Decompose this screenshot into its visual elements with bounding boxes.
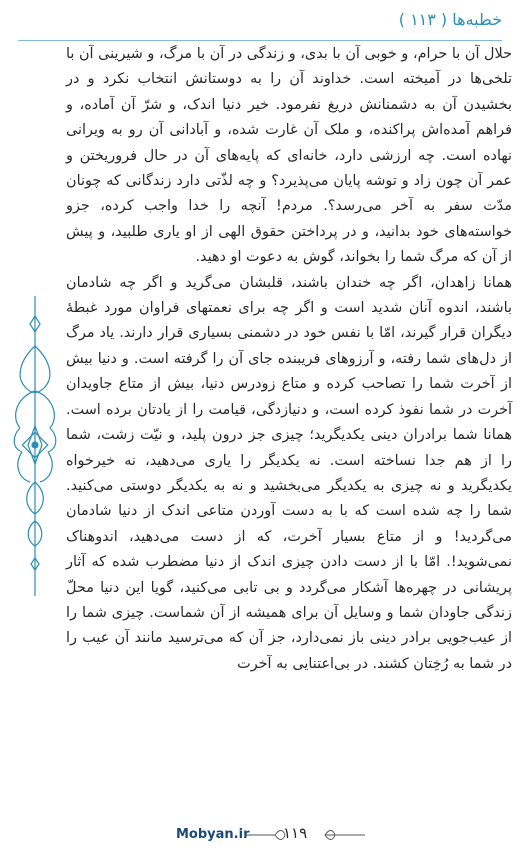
page-footer — [0, 821, 520, 851]
paragraph-1: حلال آن با حرام، و خوبی آن با بدی، و زندگی در آن با مرگ، و شیرینی آن با تلخی‌ها در آمیخته است. خداوند آن را به دوستانش انتخاب نکرد و در بخشیدن آن به دشمنانش دریغ نفرمود. خیر دنیا اندک، و شرّ آن آماده، و فراهم آمده‌اش پراکنده، و ملک آن غارت شده، و آبادانی آن رو به ویرانی نهاده است. چه ارزشی دارد، خانه‌ای که پایه‌های آن در حال فروریختن و عمر آن چون زاد و توشه پایان می‌پذیرد؟ و چه لذّتی دارد زندگانی که چونان مدّت سفر به آخر می‌رسد؟. مردم! آنچه را خدا واجب کرده، جزو خواسته‌های خود بدانید، و در پرداختن حقوق الهی از او یاری طلبید، و پیش از آن که مرگ شما را بخواند، گوش به دعوت او دهید. — [66, 46, 512, 266]
header-divider — [18, 40, 502, 41]
paragraph-2: همانا زاهدان، اگر چه خندان باشند، قلبشان می‌گرید و اگر چه شادمان باشند، اندوه آنان شدید است و اگر چه برای نعمتهای فراوان مورد غبطهٔ دیگران قرار گیرند، امّا با نفس خود در دشمنی بسیاری قرار دارند. یاد مرگ از دل‌های شما رفته، و آرزوهای فریبنده جای آن را گرفته است. و دنیا بیش از آخرت شما را تصاحب کرده و متاع زودرس دنیا، بیش از متاع جاویدان آخرت در شما نفوذ کرده است، و دنیازدگی، قیامت را از یادتان برده است. همانا شما برادران دینی یکدیگرید؛ چیزی جز درون پلید، و نیّت زشت، شما را از هم جدا نساخته است. نه یکدیگر را یاری می‌دهید، نه خیرخواه یکدیگرید و نه چیزی به یکدیگر می‌بخشید و نه به یکدیگر دوستی می‌کنید. شما را چه شده است که با به دست آوردن متاعی اندک از دنیا شادمان می‌گردید! و از متاع بسیار آخرت، که از دست می‌دهید، اندوهناک نمی‌شوید!. امّا با از دست دادن چیزی اندک از دنیا مضطرب شده که آثار پریشانی در چهره‌ها آشکار می‌گردد و بی تابی می‌کنید، گویا این دنیا محلّ زندگی جاودان شما و وسایل آن برای همیشه از آن شماست. چیزی شما را از عیب‌جویی برادر دینی باز نمی‌دارد، جز آن که می‌ترسید مانند آن عیب را در شما به رُخِتان کشند. در بی‌اعتنایی به آخرت — [66, 274, 512, 672]
chapter-title: خطبه‌ها ( ۱۱۳ ) — [398, 10, 502, 29]
margin-ornament-icon — [4, 296, 66, 596]
page-header — [18, 10, 502, 36]
body-text — [66, 42, 512, 677]
site-logo: Mobyan.ir — [176, 827, 250, 842]
page-number: ۱۱۹ — [283, 824, 308, 842]
